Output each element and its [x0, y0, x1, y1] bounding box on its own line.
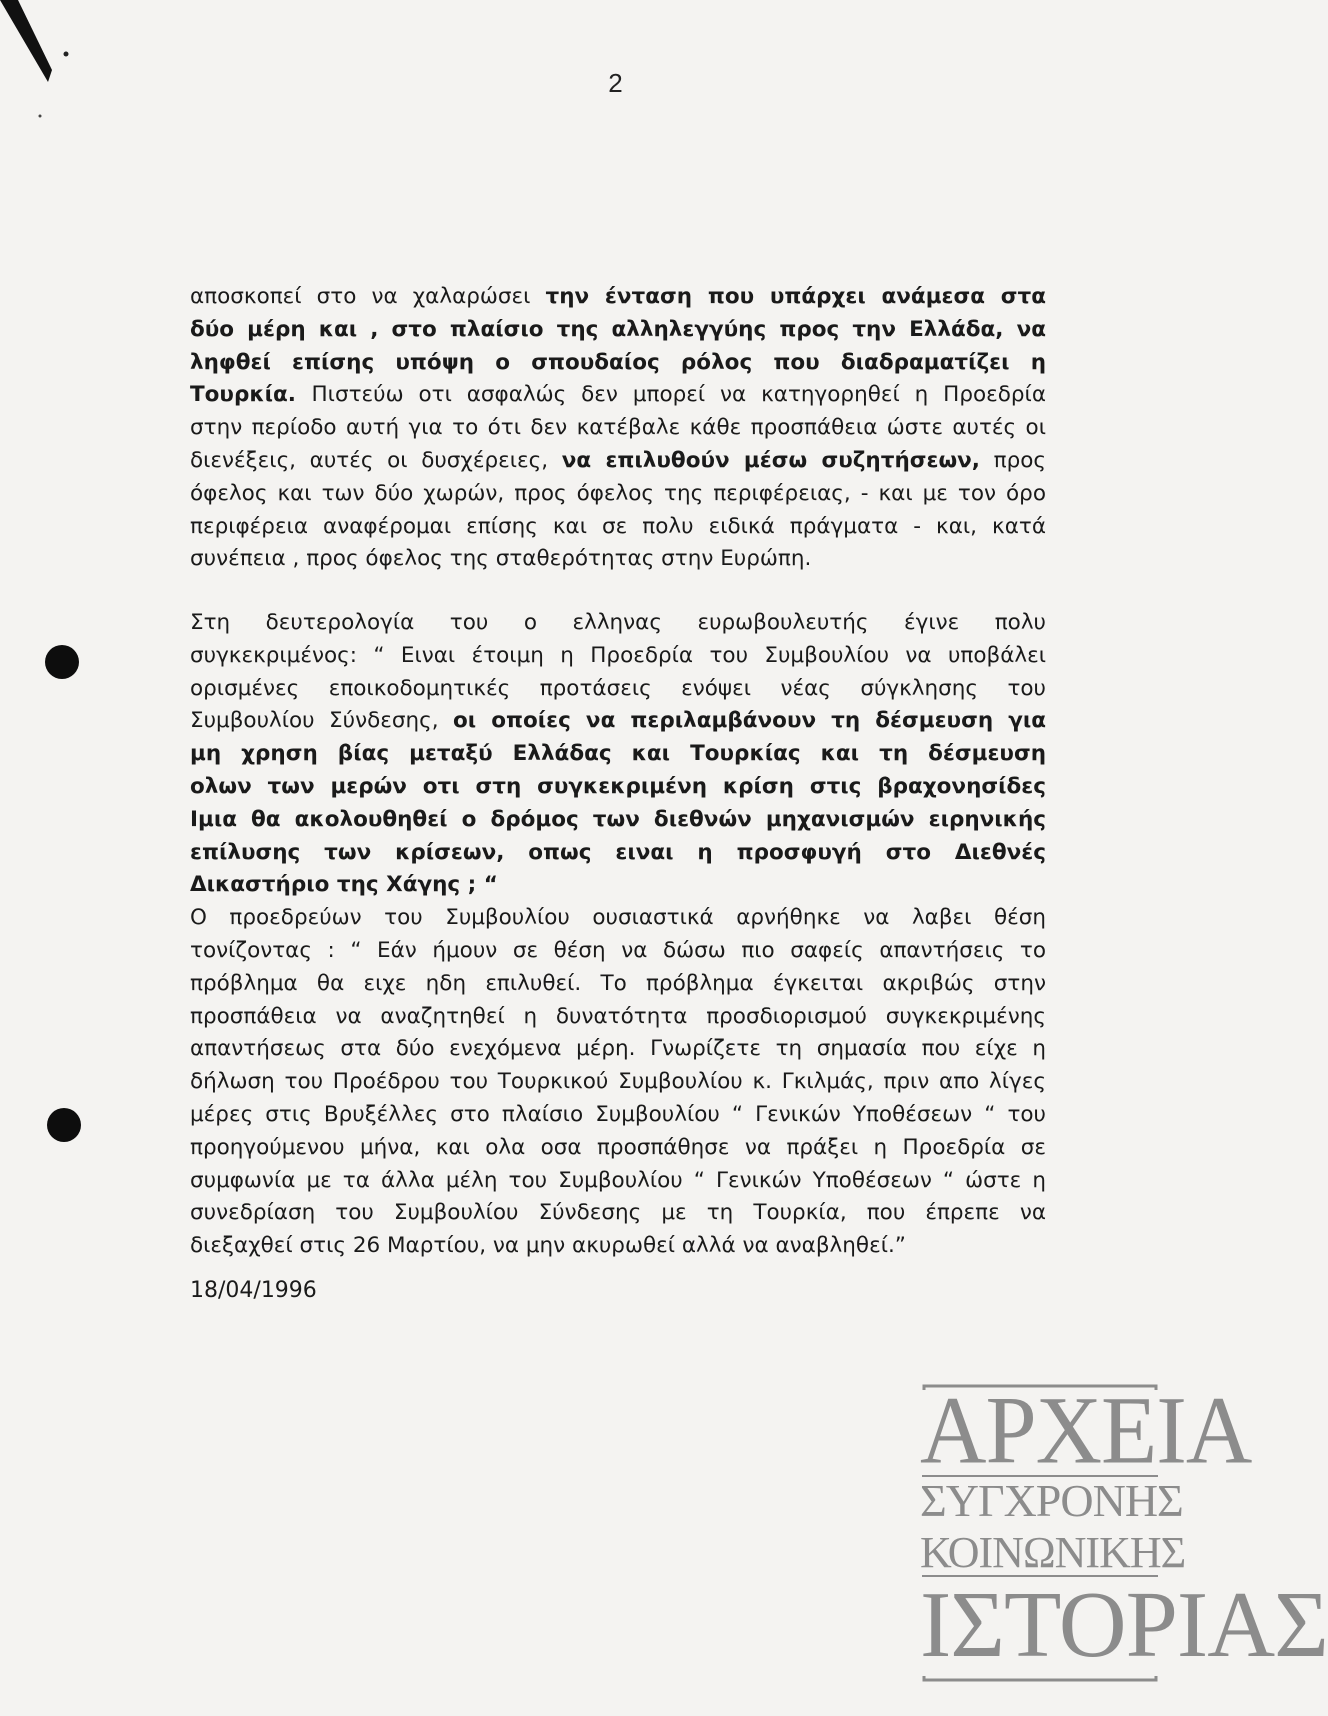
text-run: αποσκοπεί στο να χαλαρώσει: [190, 284, 546, 309]
text-run: συνεδρίαση του Συμβουλίου Σύνδεσης με τη Τουρκία, που έπρεπε να: [190, 1200, 1046, 1226]
text-line: [190, 869, 1046, 902]
text-run: όφελος και των δύο χωρών, προς όφελος της περιφέρειας, - και με τον όρο: [190, 480, 1046, 506]
text-run: πρόβλημα θα ειχε ηδη επιλυθεί. Το πρόβλημα έγκειται ακριβώς στην: [190, 970, 1046, 996]
text-run: δήλωση του Προέδρου του Τουρκικού Συμβουλίου κ. Γκιλμάς, πριν απο λίγες: [190, 1069, 1046, 1095]
text-line: [190, 1197, 1046, 1230]
text-line: [190, 478, 1046, 511]
text-run: συμφωνία με τα άλλα μέλη του Συμβουλίου “ Γενικών Υποθέσεων “ ώστε η: [190, 1167, 1046, 1193]
text-line: [190, 1066, 1046, 1099]
bold-text: Δικαστήριο της Χάγης ; “: [190, 872, 498, 898]
text-line: [190, 1132, 1046, 1165]
bold-text: επίλυσης των κρίσεων,: [190, 839, 529, 865]
bold-text: Ιμια θα ακολουθηθεί ο δρόμος των διεθνών μηχανισμών ειρηνικής: [190, 806, 1046, 832]
stamp-line-2: ΣΥΓΧΡΟΝΗΣ: [920, 1475, 1183, 1526]
bold-text: ληφθεί επίσης υπόψη ο σπουδαίος ρόλος που διαδραματίζει η: [190, 349, 1046, 375]
text-line: [190, 511, 1046, 544]
bold-text: την ένταση που υπάρχει ανάμεσα στα: [545, 284, 1046, 309]
text-line: [190, 902, 1046, 935]
paragraph-2: [190, 607, 1046, 1263]
bold-text: να επιλυθούν μέσω συζητήσεων,: [561, 447, 980, 473]
stamp-line-1: ΑΡΧΕΙΑ: [920, 1376, 1252, 1484]
text-line: [190, 445, 1046, 478]
text-line: [190, 1001, 1046, 1034]
text-line: [190, 412, 1046, 445]
text-run: προηγούμενου μήνα, και ολα οσα προσπάθησε να πράξει η Προεδρία σε: [190, 1134, 1046, 1160]
stamp-line-4: ΙΣΤΟΡΙΑΣ: [920, 1573, 1328, 1677]
text-line: [190, 543, 1046, 576]
paragraph-1: [190, 281, 1046, 576]
text-line: [190, 1165, 1046, 1198]
page-number: 2: [608, 68, 623, 98]
bold-text: ολων των μερών οτι στη συγκεκριμένη κρίση στις βραχονησίδες: [190, 773, 1046, 799]
text-run: Συμβουλίου Σύνδεσης,: [190, 708, 453, 734]
text-run: στην περίοδο αυτή για το ότι δεν κατέβαλε κάθε προσπάθεια ώστε αυτές οι: [190, 415, 1046, 441]
bold-text: Τουρκία.: [190, 382, 312, 408]
bold-text: δύο μέρη και , στο πλαίσιο της αλληλεγγύης προς την Ελλάδα, να: [190, 316, 1046, 342]
text-line: [190, 968, 1046, 1001]
text-run: προς: [979, 447, 1046, 473]
text-run: απαντήσεως στα δύο ενεχόμενα μέρη. Γνωρίζετε τη σημασία που είχε η: [190, 1036, 1046, 1062]
text-line: [190, 1099, 1046, 1132]
text-run: Πιστεύω οτι ασφαλώς δεν μπορεί να κατηγορηθεί η Προεδρία: [311, 382, 1047, 408]
text-run: περιφέρεια αναφέρομαι επίσης και σε πολυ ειδικά πράγματα - και, κατά: [190, 513, 1046, 539]
text-line: [190, 1230, 1046, 1263]
text-line: [190, 640, 1046, 673]
stamp-line-3: ΚΟΙΝΩΝΙΚΗΣ: [920, 1528, 1186, 1577]
archive-stamp: [920, 1376, 1328, 1684]
text-run: Στη δευτερολογία του ο ελληνας ευρωβουλευτής έγινε πολυ: [190, 610, 1046, 635]
bold-text: οπως ειναι η προσφυγή στο Διεθνές: [528, 839, 1046, 865]
text-line: [190, 837, 1046, 870]
text-run: προσπάθεια να αναζητηθεί η δυνατότητα προσδιορισμού συγκεκριμένης: [190, 1003, 1046, 1029]
text-line: [190, 705, 1046, 738]
text-line: [190, 738, 1046, 771]
text-run: ορισμένες εποικοδομητικές προτάσεις ενόψει νέας σύγκλησης του: [190, 675, 1046, 701]
text-line: [190, 379, 1046, 412]
text-run: διενέξεις, αυτές οι δυσχέρειες,: [190, 447, 562, 473]
document-date: 18/04/1996: [190, 1278, 317, 1303]
punch-hole-top: [45, 645, 79, 679]
text-line: [190, 804, 1046, 837]
text-line: [190, 935, 1046, 968]
text-line: [190, 347, 1046, 380]
text-run: τονίζοντας : “ Εάν ήμουν σε θέση να δώσω πιο σαφείς απαντήσεις το: [190, 937, 1046, 963]
text-run: συγκεκριμένος: “ Ειναι έτοιμη η Προεδρία του Συμβουλίου να υποβάλει: [190, 642, 1046, 668]
text-line: [190, 673, 1046, 706]
text-run: Ο προεδρεύων του Συμβουλίου ουσιαστικά αρνήθηκε να λαβει θέση: [190, 905, 1046, 931]
punch-hole-bottom: [47, 1108, 81, 1142]
text-line: [190, 281, 1046, 314]
text-line: [190, 314, 1046, 347]
text-line: [190, 607, 1046, 640]
text-line: [190, 771, 1046, 804]
text-run: συνέπεια , προς όφελος της σταθερότητας στην Ευρώπη.: [190, 546, 812, 572]
text-line: [190, 1033, 1046, 1066]
bold-text: οι οποίες να περιλαμβάνουν τη δέσμευση για: [452, 708, 1046, 734]
bold-text: μη χρηση βίας μεταξύ Ελλάδας και Τουρκίας και τη δέσμευση: [190, 741, 1046, 767]
text-run: μέρες στις Βρυξέλλες στο πλαίσιο Συμβουλίου “ Γενικών Υποθέσεων “ του: [190, 1101, 1046, 1127]
text-run: διεξαχθεί στις 26 Μαρτίου, να μην ακυρωθεί αλλά να αναβληθεί.”: [190, 1233, 906, 1259]
